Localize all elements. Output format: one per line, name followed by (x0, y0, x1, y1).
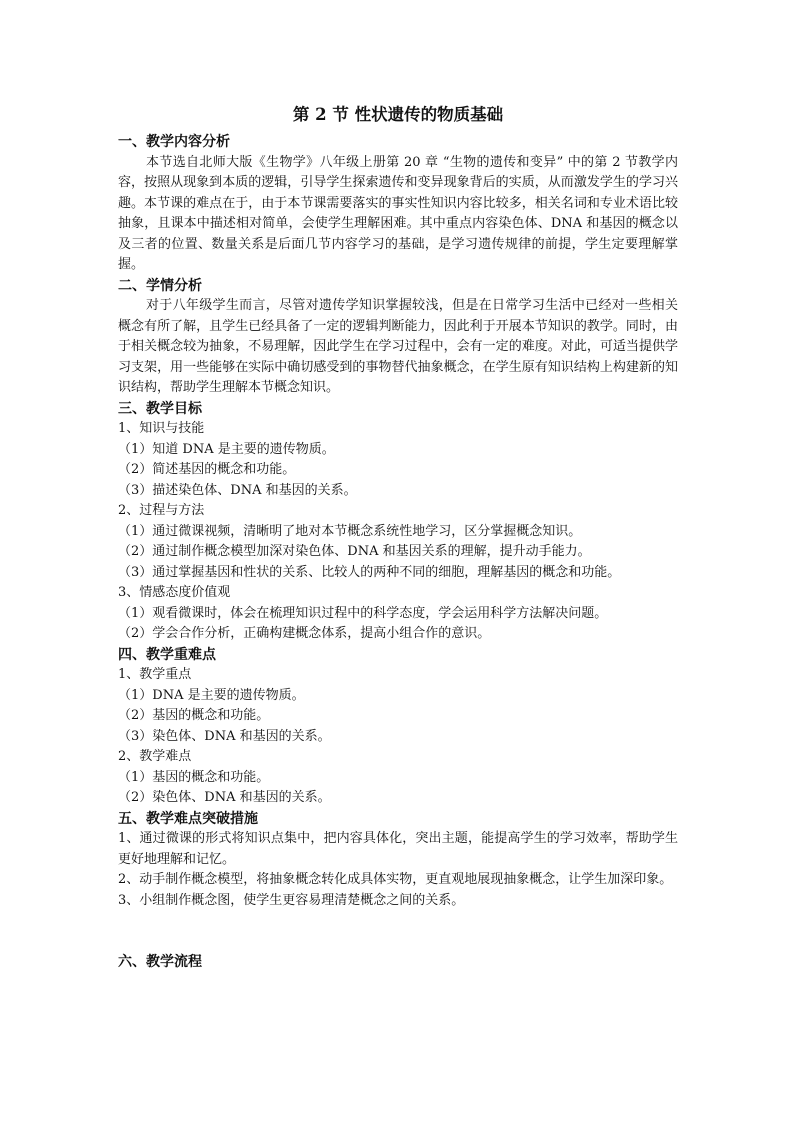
section-heading: 五、教学难点突破措施 (118, 810, 258, 827)
list-line: （3）染色体、DNA 和基因的关系。 (118, 728, 331, 744)
section-heading: 三、教学目标 (118, 400, 202, 417)
paragraph: 本节选自北师大版《生物学》八年级上册第 20 章 “生物的遗传和变异” 中的第 2 节教学内容，按照从现象到本质的逻辑，引导学生探索遗传和变异现象背后的实质，从而激发学生的学习兴趣。本节课的难点在于，由于本节课需要落实的事实性知识内容比较多，相关名词和专业术语比较抽象，且课本中描述相对简单，会使学生理解困难。其中重点内容染色体、DNA 和基因的概念以及三者的位置、数量关系是后面几节内容学习的基础，是学习遗传规律的前提，学生定要理解掌握。 (118, 154, 678, 272)
list-line: 2、动手制作概念模型，将抽象概念转化成具体实物，更直观地展现抽象概念，让学生加深印象。 (118, 872, 673, 887)
list-line: （1）基因的概念和功能。 (118, 769, 270, 785)
list-line: 1、教学重点 (118, 667, 192, 682)
section-heading: 六、教学流程 (118, 954, 202, 970)
list-line: （2）基因的概念和功能。 (118, 708, 270, 723)
list-line: （1）通过微课视频，清晰明了地对本节概念系统性地学习，区分掌握概念知识。 (118, 523, 582, 539)
document-page (118, 104, 678, 973)
section-heading: 一、教学内容分析 (118, 134, 230, 150)
list-line: （2）学会合作分析，正确构建概念体系，提高小组合作的意识。 (118, 626, 491, 641)
list-line: （1）观看微课时，体会在梳理知识过程中的科学态度，学会运用科学方法解决问题。 (118, 605, 608, 621)
list-line: （2）通过制作概念模型加深对染色体、DNA 和基因关系的理解，提升动手能力。 (118, 544, 591, 559)
list-line: 3、情感态度价值观 (118, 585, 231, 600)
list-line: （2）染色体、DNA 和基因的关系。 (118, 790, 331, 805)
list-line: （2）简述基因的概念和功能。 (118, 462, 296, 477)
list-line: 1、知识与技能 (118, 421, 205, 436)
list-line: 1、通过微课的形式将知识点集中，把内容具体化，突出主题，能提高学生的学习效率，帮助学生更好地理解和记忆。 (118, 831, 678, 867)
paragraph: 对于八年级学生而言，尽管对遗传学知识掌握较浅，但是在日常学习生活中已经对一些相关概念有所了解，且学生已经具备了一定的逻辑判断能力，因此利于开展本节知识的教学。同时，由于相关概念较为抽象，不易理解，因此学生在学习过程中，会有一定的难度。对此，可适当提供学习支架，用一些能够在实际中确切感受到的事物替代抽象概念，在学生原有知识结构上构建新的知识结构，帮助学生理解本节概念知识。 (118, 298, 678, 395)
list-line: （3）通过掌握基因和性状的关系、比较人的两种不同的细胞，理解基因的概念和功能。 (118, 564, 621, 580)
list-line: （1）知道 DNA 是主要的遗传物质。 (118, 441, 335, 457)
list-line: 2、过程与方法 (118, 503, 205, 518)
list-line: （1）DNA 是主要的遗传物质。 (118, 687, 305, 703)
page-title: 第 2 节 性状遗传的物质基础 (292, 105, 504, 124)
section-heading: 二、学情分析 (118, 277, 202, 294)
spacer (118, 911, 678, 952)
section-heading: 四、教学重难点 (118, 646, 216, 663)
list-line: （3）描述染色体、DNA 和基因的关系。 (118, 482, 357, 498)
list-line: 2、教学难点 (118, 749, 192, 764)
list-line: 3、小组制作概念图，使学生更容易理清楚概念之间的关系。 (118, 892, 465, 908)
